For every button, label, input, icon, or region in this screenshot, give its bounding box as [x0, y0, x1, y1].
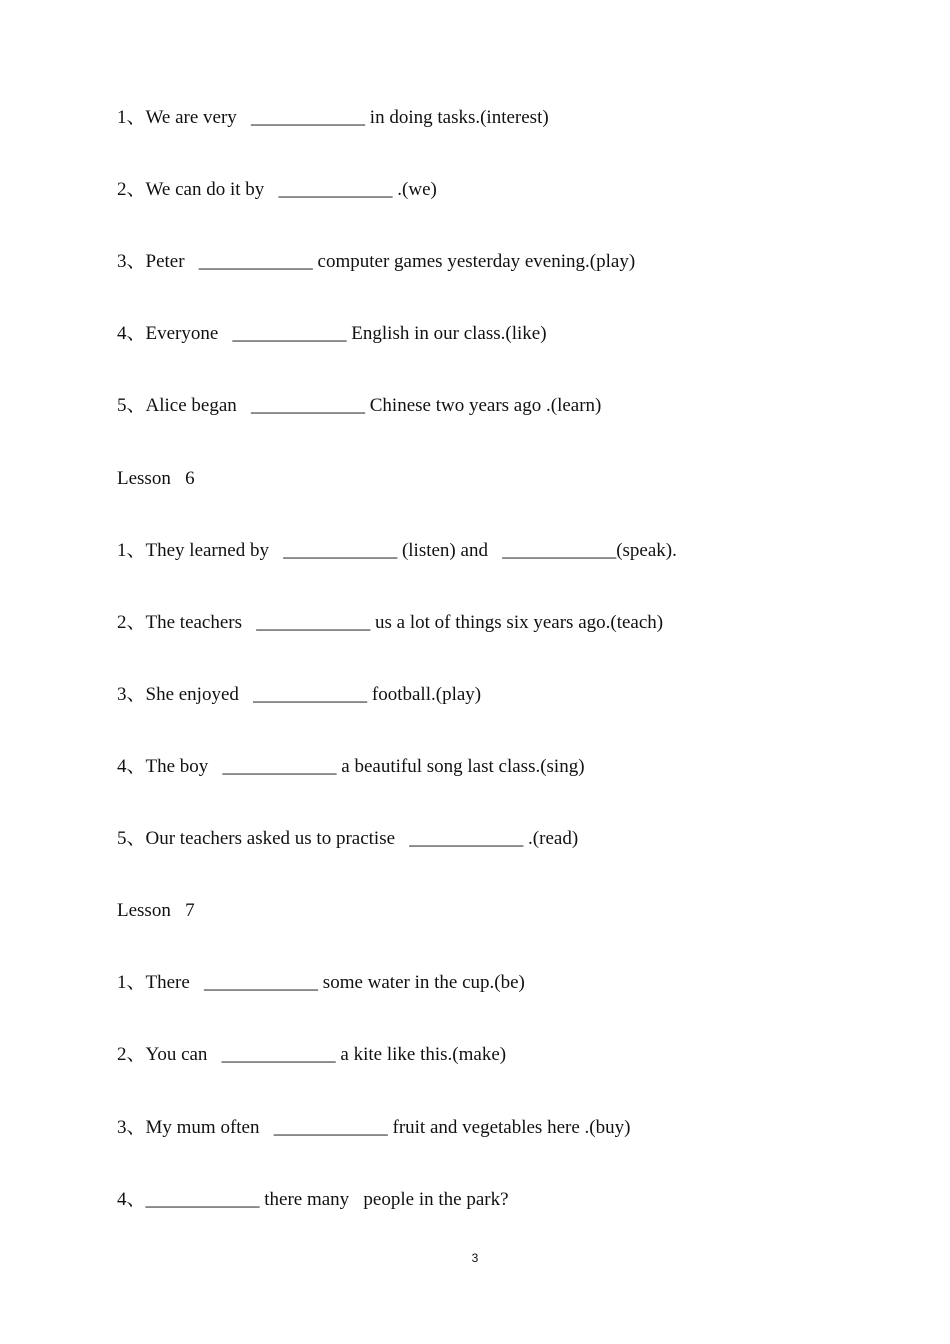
exercise-line: 1、They learned by ____________ (listen) and ____________(speak). [117, 540, 677, 561]
exercise-line: 3、Peter ____________ computer games yesterday evening.(play) [117, 251, 636, 272]
exercise-line: 4、The boy ____________ a beautiful song last class.(sing) [117, 756, 585, 777]
exercise-line: 4、Everyone ____________ English in our class.(like) [117, 323, 547, 344]
exercise-line: 1、We are very ____________ in doing tasks.(interest) [117, 107, 549, 128]
exercise-line: 3、She enjoyed ____________ football.(play) [117, 684, 482, 705]
exercise-line: 2、We can do it by ____________ .(we) [117, 179, 437, 200]
lesson-heading: Lesson 7 [117, 900, 195, 921]
exercise-line: 2、The teachers ____________ us a lot of things six years ago.(teach) [117, 612, 664, 633]
exercise-line: 2、You can ____________ a kite like this.(make) [117, 1044, 507, 1065]
exercise-line: 5、Our teachers asked us to practise ____________ .(read) [117, 828, 579, 849]
exercise-line: 5、Alice began ____________ Chinese two years ago .(learn) [117, 395, 602, 416]
exercise-line: 1、There ____________ some water in the cup.(be) [117, 972, 525, 993]
exercise-line: 4、____________ there many people in the park? [117, 1189, 509, 1210]
page-number: 3 [471, 1251, 479, 1265]
lesson-heading: Lesson 6 [117, 468, 195, 489]
exercise-line: 3、My mum often ____________ fruit and vegetables here .(buy) [117, 1117, 631, 1138]
